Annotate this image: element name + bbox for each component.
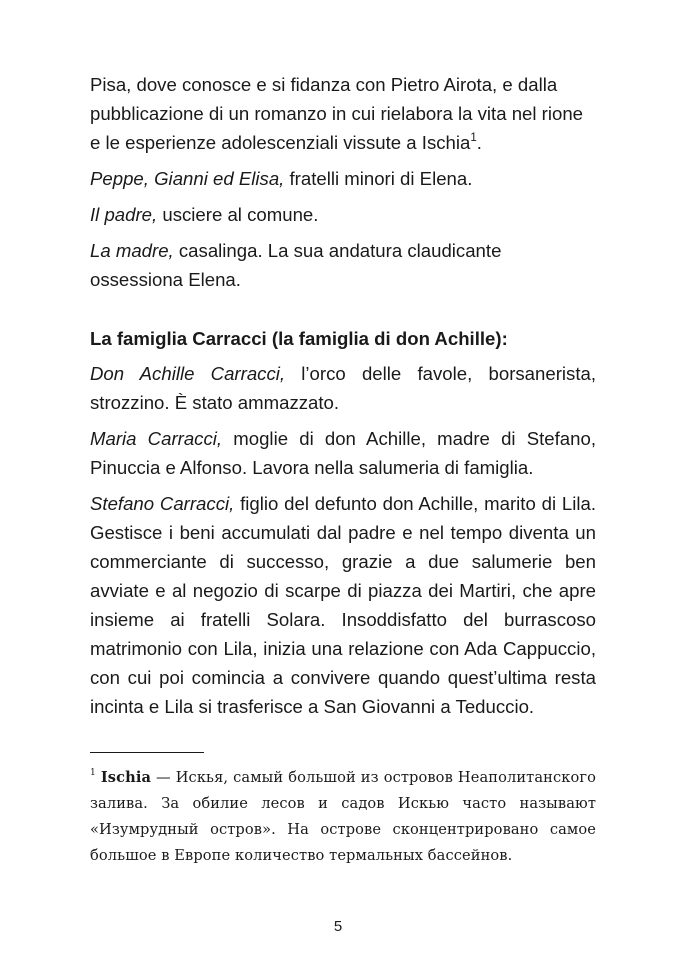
section-heading: La famiglia Carracci (la famiglia di don Achille): xyxy=(90,328,508,349)
character-entry xyxy=(90,424,596,482)
character-name: Stefano Carracci, xyxy=(90,493,235,514)
footnote-text: — Искья, самый большой из островов Неаполитанского залива. За обилие лесов и садов Искью часто называют «Изумрудный остров». На острове сконцентрировано самое большое в Европе количество термальных бассейнов. xyxy=(90,769,596,864)
character-description: l’orco delle favole, borsanerista, strozzino. È stato ammazzato. xyxy=(90,363,596,413)
character-description: figlio del defunto don Achille, marito di Lila. Gestisce i beni accumulati dal padre e nel tempo diventa un commerciante di successo, grazie a due salumerie ben avviate e al negozio di scarpe di piazza dei Martiri, che apre insieme ai fratelli Solara. Insoddisfatto del burrascoso matrimonio con Lila, inizia una relazione con Ada Cappuccio, con cui poi comincia a convivere quando quest’ultima resta incinta e Lila si trasferisce a San Giovanni a Teduccio. xyxy=(90,493,596,717)
character-name: La madre, xyxy=(90,240,174,261)
character-entry xyxy=(90,200,596,229)
character-entry xyxy=(90,359,596,417)
character-description: usciere al comune. xyxy=(157,204,319,225)
intro-paragraph xyxy=(90,70,596,157)
character-description: casalinga. La sua andatura claudicante ossessiona Elena. xyxy=(90,240,502,290)
footnote-divider xyxy=(90,752,204,753)
character-entry xyxy=(90,489,596,721)
intro-end: . xyxy=(476,132,482,153)
page-number: 5 xyxy=(333,918,343,935)
character-description: moglie di don Achille, madre di Stefano, Pinuccia e Alfonso. Lavora nella salumeria di famiglia. xyxy=(90,428,596,478)
character-name: Il padre, xyxy=(90,204,158,225)
footnote-term: Ischia xyxy=(100,769,152,786)
character-description: fratelli minori di Elena. xyxy=(284,168,473,189)
character-entry xyxy=(90,164,596,193)
footnote xyxy=(90,765,596,869)
character-entry xyxy=(90,236,596,294)
main-text xyxy=(90,70,596,728)
character-name: Maria Carracci, xyxy=(90,428,223,449)
footnote-number: 1 xyxy=(90,768,96,779)
character-name: Peppe, Gianni ed Elisa, xyxy=(90,168,285,189)
footnote-reference[interactable]: 1 xyxy=(470,131,477,144)
character-name: Don Achille Carracci, xyxy=(90,363,286,384)
intro-text: Pisa, dove conosce e si fidanza con Pietro Airota, e dalla pubblicazione di un romanzo in cui rielabora la vita nel rione e le esperienze adolescenziali vissute a Ischia xyxy=(90,74,584,153)
